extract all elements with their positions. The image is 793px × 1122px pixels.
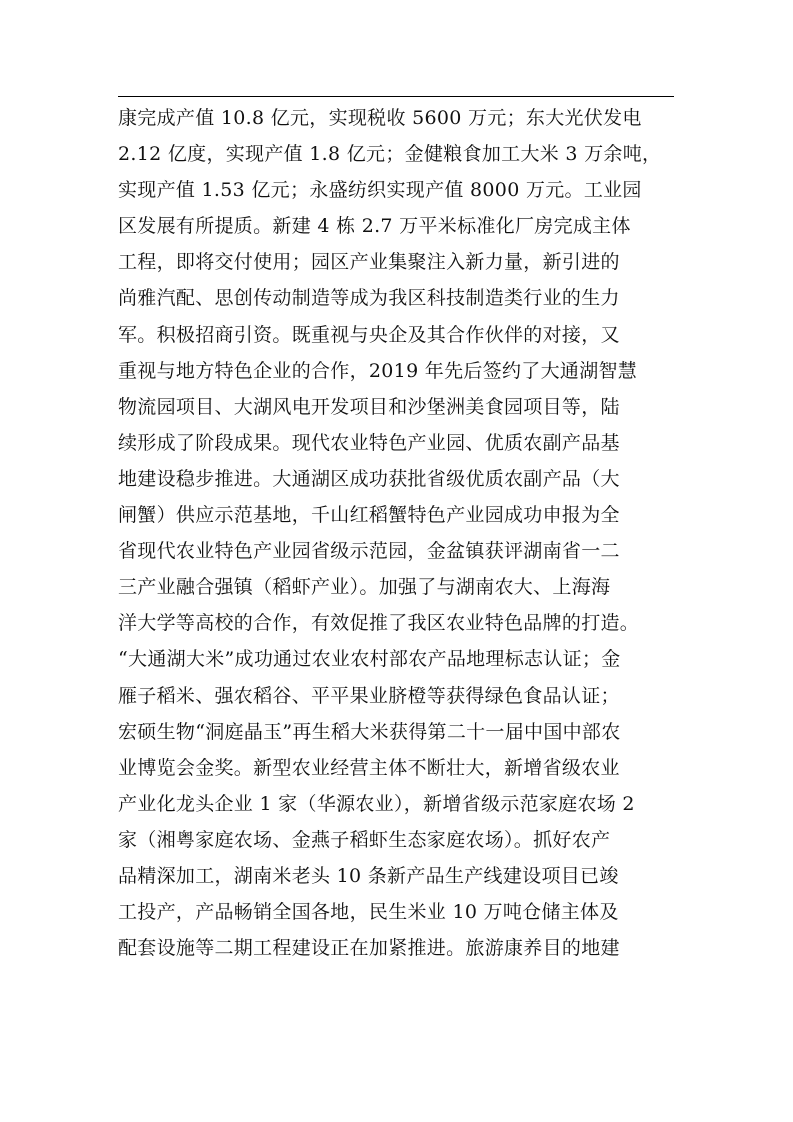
text-line: 尚雅汽配、思创传动制造等成为我区科技制造类行业的生力 (118, 287, 620, 310)
text-line: 康完成产值 10.8 亿元，实现税收 5600 万元；东大光伏发电 (118, 107, 642, 129)
text-line: 工投产，产品畅销全国各地，民生米业 10 万吨仓储主体及 (118, 901, 619, 924)
text-line: 闸蟹）供应示范基地，千山红稻蟹特色产业园成功申报为全 (118, 504, 620, 527)
text-line: 雁子稻米、强农稻谷、平平果业脐橙等获得绿色食品认证； (118, 684, 620, 707)
text-line: 物流园项目、大湖风电开发项目和沙堡洲美食园项目等，陆 (118, 395, 620, 418)
body-text (118, 100, 678, 966)
text-line: 家（湘粤家庭农场、金燕子稻虾生态家庭农场）。抓好农产 (118, 828, 611, 851)
header-rule (118, 96, 674, 97)
text-line: 宏硕生物“洞庭晶玉”再生稻大米获得第二十一届中国中部农 (118, 720, 621, 743)
text-line: 工程，即将交付使用；园区产业集聚注入新力量，新引进的 (118, 251, 620, 274)
text-line: 产业化龙头企业 1 家（华源农业），新增省级示范家庭农场 2 (118, 792, 635, 815)
text-line: 区发展有所提质。新建 4 栋 2.7 万平米标准化厂房完成主体 (118, 215, 631, 238)
text-line: 重视与地方特色企业的合作，2019 年先后签约了大通湖智慧 (118, 359, 638, 382)
text-line: 续形成了阶段成果。现代农业特色产业园、优质农副产品基 (118, 431, 620, 454)
text-line: 三产业融合强镇（稻虾产业）。加强了与湖南农大、上海海 (118, 576, 611, 599)
text-line: 实现产值 1.53 亿元；永盛纺织实现产值 8000 万元。工业园 (118, 179, 642, 202)
text-line: 业博览会金奖。新型农业经营主体不断壮大，新增省级农业 (118, 756, 620, 779)
text-line: 军。积极招商引资。既重视与央企及其合作伙伴的对接，又 (118, 323, 620, 346)
text-line: 洋大学等高校的合作，有效促推了我区农业特色品牌的打造。 (118, 612, 640, 635)
text-line: 品精深加工，湖南米老头 10 条新产品生产线建设项目已竣 (118, 864, 619, 887)
text-line: 配套设施等二期工程建设正在加紧推进。旅游康养目的地建 (118, 937, 620, 960)
text-line: 地建设稳步推进。大通湖区成功获批省级优质农副产品（大 (118, 467, 620, 490)
text-line: 2.12 亿度，实现产值 1.8 亿元；金健粮食加工大米 3 万余吨， (118, 143, 662, 166)
text-line: 省现代农业特色产业园省级示范园，金盆镇获评湖南省一二 (118, 540, 620, 563)
text-line: “大通湖大米”成功通过农业农村部农产品地理标志认证；金 (118, 648, 621, 671)
